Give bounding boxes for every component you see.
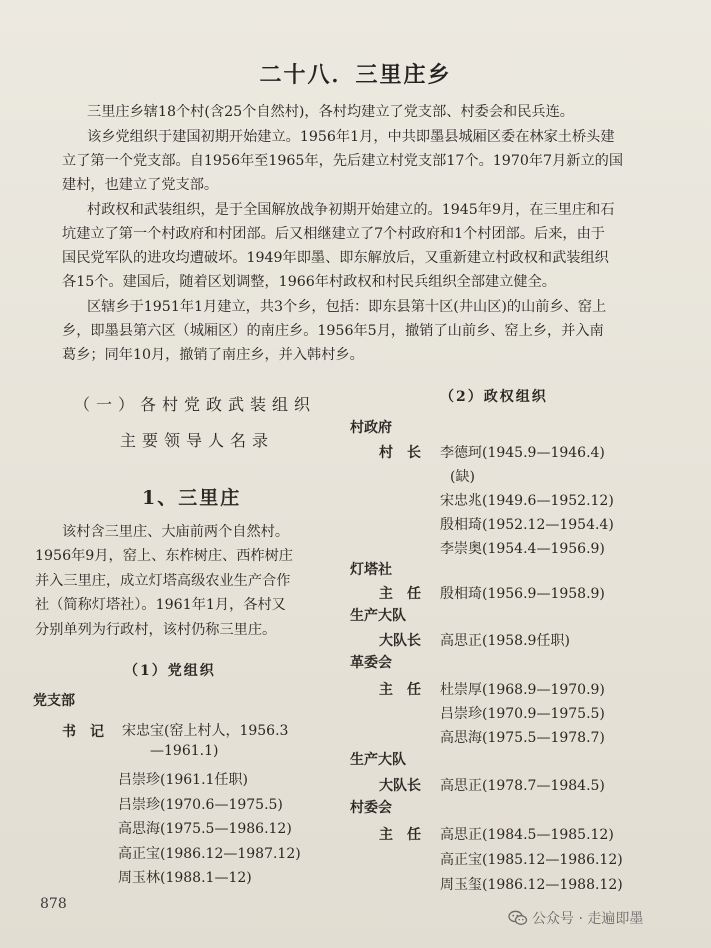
intro-line: 坑建立了第一个村政府和村团部。后又相继建立了7个村政府和1个村团部。后来，由于 — [62, 226, 605, 242]
watermark-text: 公众号 · 走遍即墨 — [532, 911, 644, 927]
brigade2-head-entry: 高思正(1978.7—1984.5) — [440, 778, 605, 794]
intro-line: 葛乡；同年10月，撤销了南庄乡，并入韩村乡。 — [62, 347, 364, 363]
brigade-head-entry: 高思正(1958.9任职) — [440, 633, 570, 649]
secretary-entry: 周玉林(1988.1—12) — [118, 870, 252, 886]
village-gov-label: 村政府 — [350, 420, 392, 436]
secretary-label: 书 记 — [62, 724, 104, 740]
village-title: 1、三里庄 — [142, 487, 242, 509]
village-desc-line: 并入三里庄，成立灯塔高级农业生产合作 — [35, 573, 291, 589]
dengta-label: 灯塔社 — [350, 562, 392, 578]
intro-line: 立了第一个党支部。自1956年至1965年，先后建立村党支部17个。1970年7月新立的国 — [62, 153, 624, 169]
revcom-director-label: 主 任 — [379, 682, 421, 698]
revcom-entry: 杜崇厚(1968.9—1970.9) — [440, 682, 605, 698]
secretary-entry: 高思海(1975.5—1986.12) — [118, 821, 292, 837]
revcom-entry: 吕崇珍(1970.9—1975.5) — [440, 706, 605, 722]
brigade2-head-label: 大队长 — [379, 778, 421, 794]
committee-entry: 高思正(1984.5—1985.12) — [440, 827, 614, 843]
intro-line: 村政权和武装组织，是于全国解放战争初期开始建立的。1945年9月，在三里庄和石 — [87, 202, 615, 218]
intro-line: 国民党军队的进攻均遭破坏。1949年即墨、即东解放后，又重新建立村政权和武装组织 — [62, 250, 609, 266]
intro-line: 建村，也建立了党支部。 — [62, 177, 219, 193]
section-heading-line1: （一）各村党政武装组织 — [74, 395, 317, 414]
watermark — [508, 908, 643, 928]
village-desc-line: 1956年9月，窑上、东柞树庄、西柞树庄 — [35, 548, 293, 564]
intro-line: 乡，即墨县第六区（城厢区）的南庄乡。1956年5月，撤销了山前乡、窑上乡，并入南 — [62, 323, 604, 339]
village-desc-line: 分别单列为行政村，该村仍称三里庄。 — [35, 622, 277, 638]
intro-line: 各15个。建国后，随着区划调整，1966年村政权和村民兵组织全部建立健全。 — [62, 274, 556, 290]
intro-line: 区辖乡于1951年1月建立，共3个乡，包括：即东县第十区(井山区)的山前乡、窑上 — [87, 299, 607, 315]
wechat-icon — [508, 910, 528, 926]
intro-line: 三里庄乡辖18个村(含25个自然村)，各村均建立了党支部、村委会和民兵连。 — [87, 104, 574, 120]
dengta-director-label: 主 任 — [379, 586, 421, 602]
village-head-entry: (缺) — [450, 469, 475, 485]
party-branch-label: 党支部 — [33, 693, 75, 709]
gov-heading: （2）政权组织 — [440, 389, 548, 405]
party-heading: （1）党组织 — [124, 663, 216, 679]
village-head-entry: 殷相琦(1952.12—1954.4) — [440, 517, 614, 533]
page-title: 二十八．三里庄乡 — [259, 63, 452, 88]
revcom-entry: 高思海(1975.5—1978.7) — [440, 730, 605, 746]
page-number: 878 — [40, 896, 67, 912]
village-head-label: 村 长 — [379, 445, 421, 461]
village-head-entry: 李崇奥(1954.4—1956.9) — [440, 541, 605, 557]
revcom-label: 革委会 — [350, 655, 392, 671]
village-desc-line: 社（简称灯塔社）。1961年1月，各村又 — [35, 597, 286, 613]
dengta-director-entry: 殷相琦(1956.9—1958.9) — [440, 586, 605, 602]
brigade-head-label: 大队长 — [379, 633, 421, 649]
village-desc-line: 该村含三里庄、大庙前两个自然村。 — [62, 524, 290, 540]
brigade-label: 生产大队 — [350, 608, 406, 624]
committee-label: 村委会 — [350, 800, 392, 816]
secretary-entry: —1961.1) — [150, 743, 219, 759]
committee-entry: 高正宝(1985.12—1986.12) — [440, 852, 623, 868]
secretary-entry: 宋忠宝(窑上村人，1956.3 — [122, 723, 289, 739]
committee-entry: 周玉玺(1986.12—1988.12) — [440, 877, 623, 893]
village-head-entry: 宋忠兆(1949.6—1952.12) — [440, 493, 614, 509]
intro-line: 该乡党组织于建国初期开始建立。1956年1月，中共即墨县城厢区委在林家土桥头建 — [87, 129, 615, 145]
brigade2-label: 生产大队 — [350, 752, 406, 768]
section-heading-line2: 主要领导人名录 — [120, 431, 275, 450]
secretary-entry: 高正宝(1986.12—1987.12) — [118, 846, 301, 862]
committee-director-label: 主 任 — [379, 827, 421, 843]
village-head-entry: 李德珂(1945.9—1946.4) — [440, 445, 605, 461]
secretary-entry: 吕崇珍(1961.1任职) — [118, 772, 248, 788]
secretary-entry: 吕崇珍(1970.6—1975.5) — [118, 797, 283, 813]
